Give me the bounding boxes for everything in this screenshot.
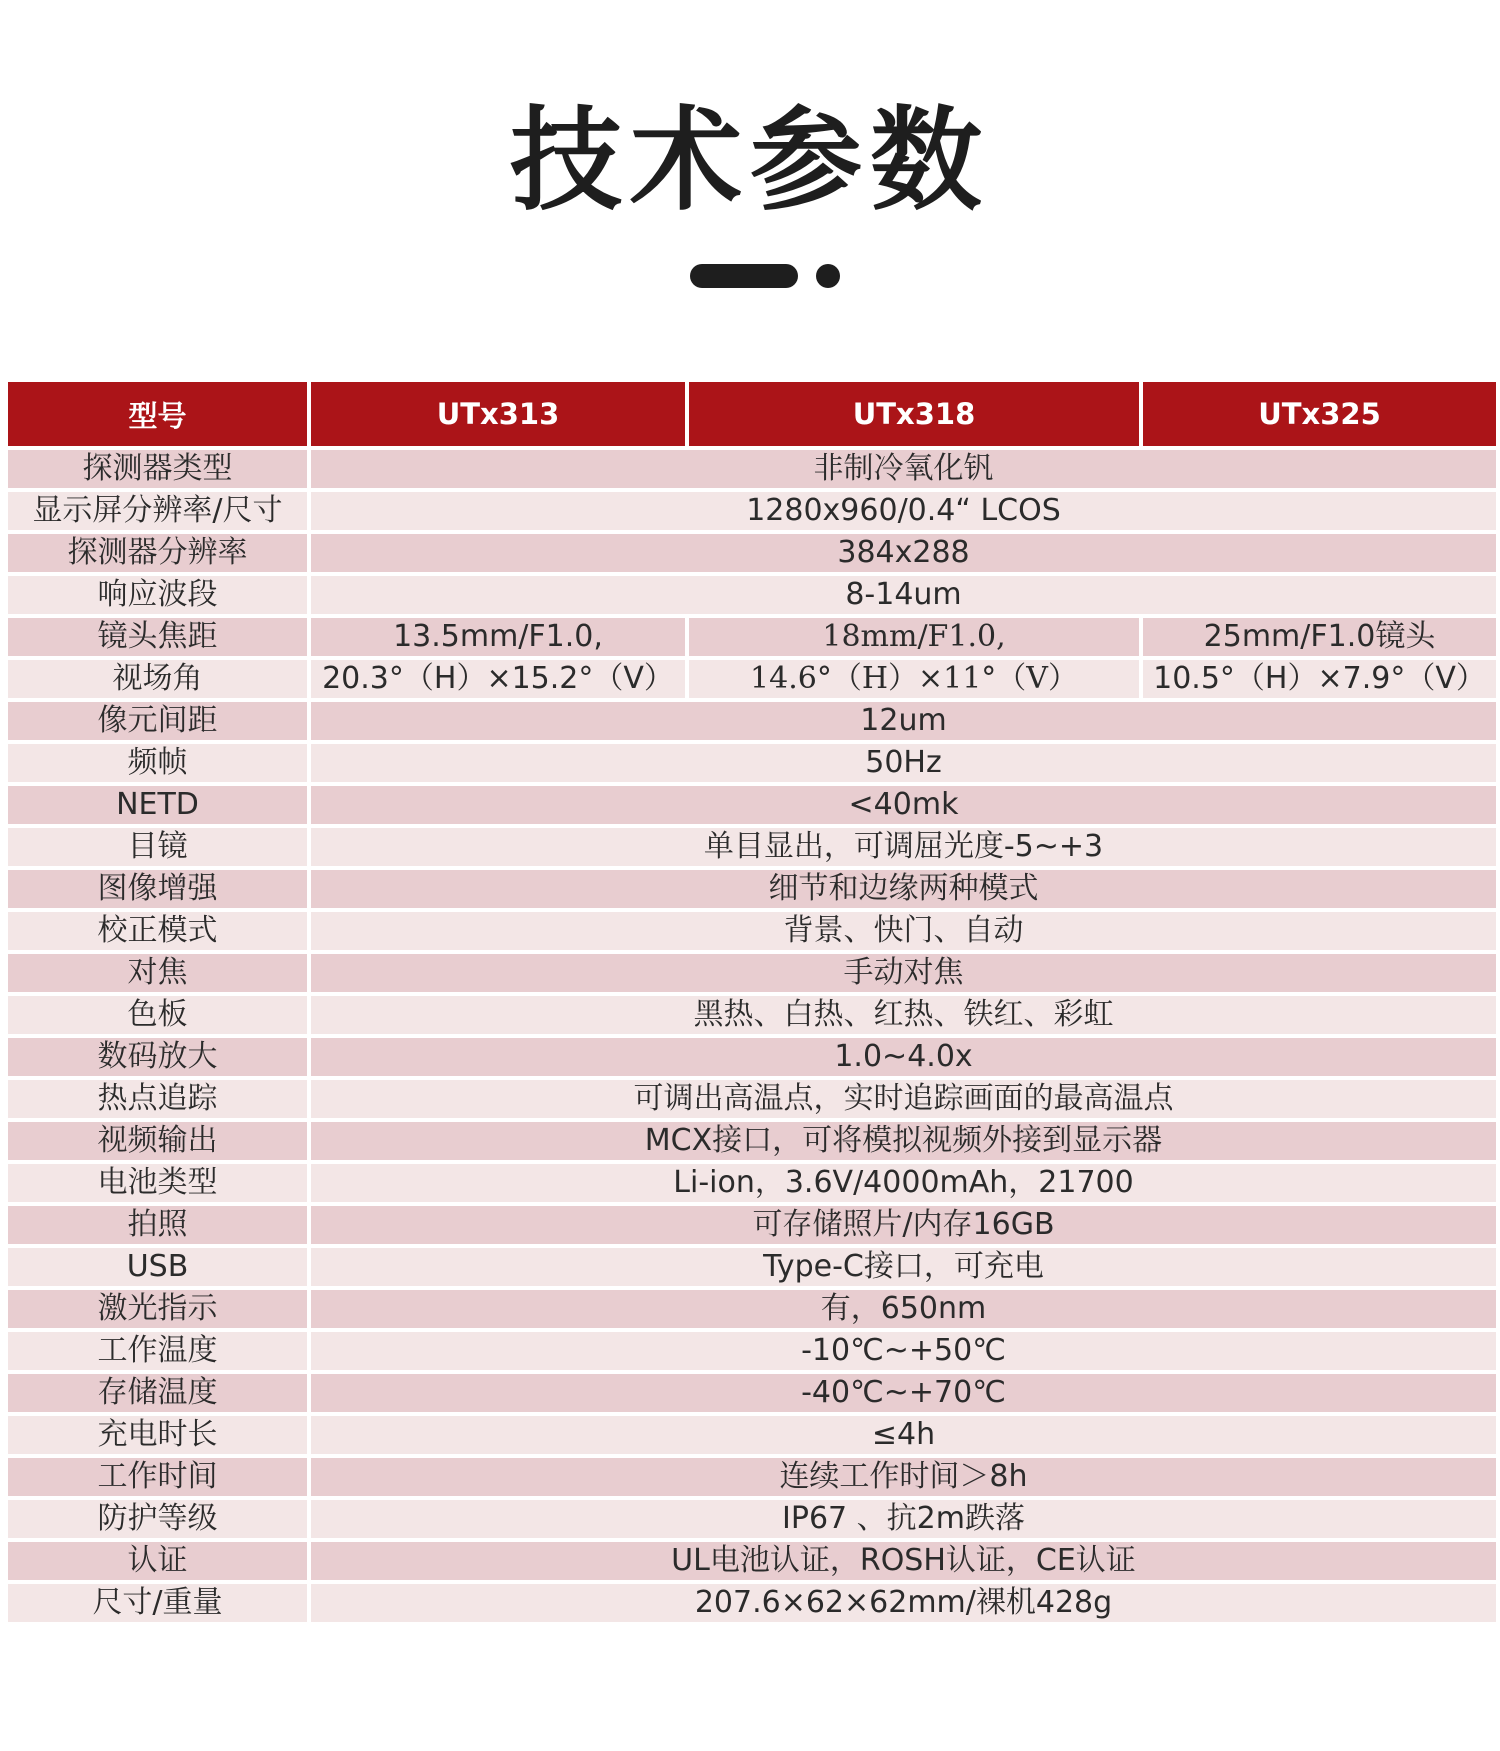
table-row: [8, 1374, 1496, 1412]
table-row: [8, 1080, 1496, 1118]
row-label: 对焦: [8, 954, 307, 992]
row-value-model-3: 25mm/F1.0镜头: [1143, 618, 1496, 656]
row-label: 显示屏分辨率/尺寸: [8, 492, 307, 530]
row-label: 频帧: [8, 744, 307, 782]
table-row: [8, 702, 1496, 740]
row-label: 视场角: [8, 660, 307, 698]
row-label: 工作温度: [8, 1332, 307, 1370]
spec-table: [4, 378, 1500, 1626]
table-row: [8, 1500, 1496, 1538]
row-value: Type-C接口，可充电: [311, 1248, 1496, 1286]
row-value: MCX接口，可将模拟视频外接到显示器: [311, 1122, 1496, 1160]
table-row: [8, 1248, 1496, 1286]
row-label: 热点追踪: [8, 1080, 307, 1118]
row-label: 镜头焦距: [8, 618, 307, 656]
row-label: 电池类型: [8, 1164, 307, 1202]
table-row: [8, 744, 1496, 782]
row-label: 图像增强: [8, 870, 307, 908]
header-model-utx318: UTx318: [689, 382, 1139, 446]
table-row: [8, 534, 1496, 572]
table-row: [8, 870, 1496, 908]
table-row: [8, 576, 1496, 614]
table-row: [8, 1542, 1496, 1580]
row-label: 存储温度: [8, 1374, 307, 1412]
table-row: [8, 1332, 1496, 1370]
row-value: 单目显出，可调屈光度-5~+3: [311, 828, 1496, 866]
row-value-model-2: 18mm/F1.0,: [689, 618, 1139, 656]
table-row: [8, 492, 1496, 530]
row-label: 探测器类型: [8, 450, 307, 488]
row-value: 可调出高温点，实时追踪画面的最高温点: [311, 1080, 1496, 1118]
table-row: [8, 660, 1496, 698]
table-row: [8, 1038, 1496, 1076]
title-decoration-bar: [690, 264, 798, 288]
row-value: UL电池认证，ROSH认证，CE认证: [311, 1542, 1496, 1580]
header-model-label: 型号: [8, 382, 307, 446]
row-value: 有，650nm: [311, 1290, 1496, 1328]
row-label: 响应波段: [8, 576, 307, 614]
row-label: 校正模式: [8, 912, 307, 950]
header-model-utx325: UTx325: [1143, 382, 1496, 446]
row-value: 384x288: [311, 534, 1496, 572]
row-value: Li-ion，3.6V/4000mAh，21700: [311, 1164, 1496, 1202]
header-row: [8, 382, 1496, 446]
row-label: 充电时长: [8, 1416, 307, 1454]
row-label: 激光指示: [8, 1290, 307, 1328]
row-value: 细节和边缘两种模式: [311, 870, 1496, 908]
row-value: 连续工作时间＞8h: [311, 1458, 1496, 1496]
row-value-model-3: 10.5°（H）×7.9°（V）: [1143, 660, 1496, 698]
title-decoration-dot: [816, 264, 840, 288]
row-value: 1.0~4.0x: [311, 1038, 1496, 1076]
row-label: 工作时间: [8, 1458, 307, 1496]
row-value-model-1: 20.3°（H）×15.2°（V）: [311, 660, 685, 698]
row-label: 像元间距: [8, 702, 307, 740]
row-value: -40℃~+70℃: [311, 1374, 1496, 1412]
row-value: 背景、快门、自动: [311, 912, 1496, 950]
row-label: USB: [8, 1248, 307, 1286]
row-value: 1280x960/0.4“ LCOS: [311, 492, 1496, 530]
page-title: 技术参数: [510, 96, 990, 226]
table-row: [8, 1206, 1496, 1244]
table-row: [8, 996, 1496, 1034]
row-value-model-2: 14.6°（H）×11°（V）: [689, 660, 1139, 698]
table-row: [8, 1584, 1496, 1622]
table-row: [8, 450, 1496, 488]
row-value: ≤4h: [311, 1416, 1496, 1454]
row-value: 207.6×62×62mm/裸机428g: [311, 1584, 1496, 1622]
row-label: 目镜: [8, 828, 307, 866]
table-row: [8, 1122, 1496, 1160]
row-label: 防护等级: [8, 1500, 307, 1538]
row-value: 12um: [311, 702, 1496, 740]
table-row: [8, 1164, 1496, 1202]
row-label: 探测器分辨率: [8, 534, 307, 572]
row-label: 尺寸/重量: [8, 1584, 307, 1622]
row-value: 手动对焦: [311, 954, 1496, 992]
row-label: 视频输出: [8, 1122, 307, 1160]
header-model-utx313: UTx313: [311, 382, 685, 446]
table-row: [8, 954, 1496, 992]
table-row: [8, 1458, 1496, 1496]
row-label: NETD: [8, 786, 307, 824]
row-value: 50Hz: [311, 744, 1496, 782]
row-value: <40mk: [311, 786, 1496, 824]
table-row: [8, 828, 1496, 866]
row-value: 非制冷氧化钒: [311, 450, 1496, 488]
row-value-model-1: 13.5mm/F1.0,: [311, 618, 685, 656]
row-value: 黑热、白热、红热、铁红、彩虹: [311, 996, 1496, 1034]
row-value: 可存储照片/内存16GB: [311, 1206, 1496, 1244]
row-value: -10℃~+50℃: [311, 1332, 1496, 1370]
row-label: 拍照: [8, 1206, 307, 1244]
row-label: 色板: [8, 996, 307, 1034]
table-row: [8, 618, 1496, 656]
spec-table-header: [8, 382, 1496, 446]
row-value: 8-14um: [311, 576, 1496, 614]
row-label: 数码放大: [8, 1038, 307, 1076]
spec-table-body: [8, 450, 1496, 1622]
table-row: [8, 912, 1496, 950]
row-label: 认证: [8, 1542, 307, 1580]
row-value: IP67 、抗2m跌落: [311, 1500, 1496, 1538]
table-row: [8, 1416, 1496, 1454]
table-row: [8, 1290, 1496, 1328]
table-row: [8, 786, 1496, 824]
